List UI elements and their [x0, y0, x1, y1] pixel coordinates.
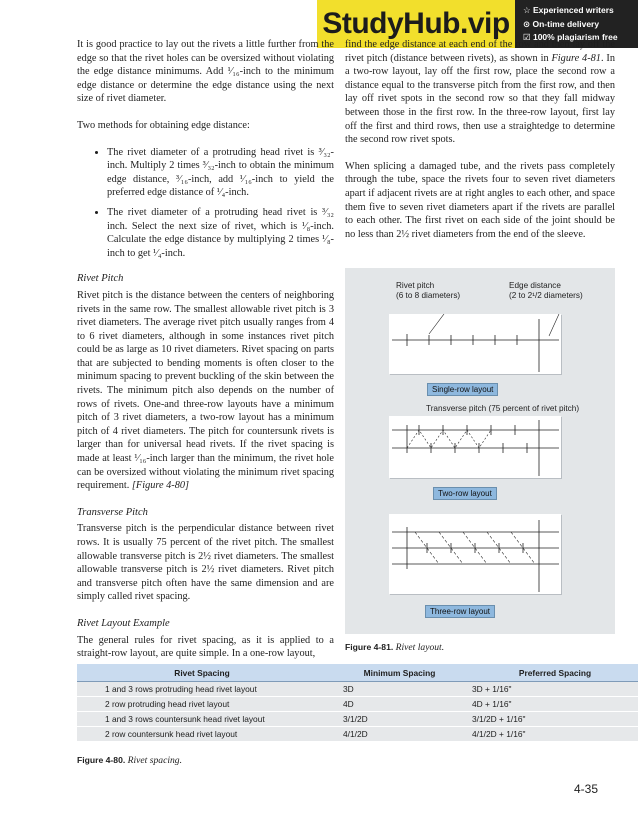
banner-feature-plagiarism: ☑ 100% plagiarism free — [523, 32, 618, 42]
transverse-pitch-heading: Transverse Pitch — [77, 506, 148, 518]
layout-text-rest: . In a two-row layout, lay off the first row, place the second row a distance equal to the transverse pitch from the first row, and then lay off rivet spots in the second row so that they fall midway between those in the first row. In the three-row layout, first lay off the first and third rows, then use a straightedge to determine the second row rivet spots. — [345, 52, 615, 146]
single-row-diagram — [389, 314, 561, 374]
figure-4-80-text: Rivet spacing. — [127, 755, 182, 766]
methods-intro: Two methods for obtaining edge distance: — [77, 119, 250, 131]
figure-4-80-caption — [77, 755, 182, 766]
page-number: 4-35 — [574, 782, 599, 796]
figure-4-81-number: Figure 4-81. — [345, 642, 394, 652]
transverse-pitch-paragraph: Transverse pitch is the perpendicular distance between rivet rows. It is usually 75 percent of the rivet pitch. The smallest allowable transverse pitch is 2½ rivet diameters. The smallest allowable transverse pitch is 2½ rivet diameters. Rivet pitch and transverse pitch often have the same dimension and are simply called rivet spacing. — [77, 523, 334, 603]
table-cell: 4D — [327, 697, 472, 712]
layout-text: find the edge distance at each end of the row and then lay off the rivet pitch (distance between rivets), as shown in — [345, 39, 615, 64]
table-cell: 2 row protruding head rivet layout — [77, 697, 327, 712]
table-cell: 1 and 3 rows countersunk head rivet layout — [77, 712, 327, 727]
two-row-diagram — [389, 416, 561, 478]
three-row-tag: Three-row layout — [425, 605, 495, 618]
rivet-pitch-label — [396, 281, 460, 301]
layout-paragraph — [345, 38, 615, 147]
table-cell: 4/1/2D + 1/16" — [472, 727, 638, 742]
figure-4-81-text: Rivet layout. — [395, 642, 445, 653]
table-cell: 3D — [327, 682, 472, 697]
edge-distance-label-text: Edge distance — [509, 281, 561, 290]
left-column — [77, 38, 334, 674]
table-row — [77, 712, 638, 727]
rivet-layout-figure — [345, 268, 615, 634]
rivet-pitch-heading: Rivet Pitch — [77, 273, 124, 285]
three-row-diagram — [389, 514, 561, 594]
rivet-pitch-label-text: Rivet pitch — [396, 281, 435, 290]
table-cell: 4D + 1/16" — [472, 697, 638, 712]
figure-4-80-ref: [Figure 4-80] — [131, 480, 190, 492]
table-cell: 3D + 1/16" — [472, 682, 638, 697]
table-header: Minimum Spacing — [327, 664, 472, 682]
rivet-layout-paragraph: The general rules for rivet spacing, as it is applied to a straight-row layout, are quite simple. In a one-row layout, — [77, 634, 334, 660]
table-row — [77, 697, 638, 712]
figure-4-80-number: Figure 4-80. — [77, 755, 126, 765]
table-cell: 1 and 3 rows protruding head rivet layout — [77, 682, 327, 697]
two-row-sheet — [389, 416, 561, 478]
table-row — [77, 727, 638, 742]
method-item: • The rivet diameter of a protruding head rivet is ³⁄₃₂-inch. Multiply 2 times ³⁄₃₂-inch to obtain the minimum edge distance, ³⁄₁₆-inch, add ¹⁄₁₆-inch to yield the preferred edge distance of ¹⁄₄-inch. — [107, 146, 334, 200]
table-cell: 4/1/2D — [327, 727, 472, 742]
two-row-tag: Two-row layout — [433, 487, 497, 500]
table-row — [77, 682, 638, 697]
tube-splice-paragraph: When splicing a damaged tube, and the rivets pass completely through the tube, space the rivets four to seven rivet diameters apart if adjacent rivets are at right angles to each other, and space them five to seven rivet diameters apart if the rivets are parallel to each other. The first rivet on each side of the joint should be no less than 2½ rivet diameters from the end of the sleeve. — [345, 160, 615, 240]
banner-feature-delivery: ⊙ On-time delivery — [523, 18, 600, 29]
edge-distance-label — [509, 281, 583, 301]
figure-4-81-ref: Figure 4-81 — [551, 52, 601, 64]
table-header: Preferred Spacing — [472, 664, 638, 682]
table-cell: 3/1/2D — [327, 712, 472, 727]
method-item: • The rivet diameter of a protruding head rivet is ³⁄₃₂ inch. Select the next size of rivet, which is ¹⁄₈-inch. Calculate the edge distance by multiplying 2 times ¹⁄₈-inch to get ¹⁄₄-inch. — [107, 206, 334, 260]
rivet-pitch-paragraph — [77, 289, 334, 493]
rivet-pitch-text: Rivet pitch is the distance between the centers of neighboring rivets in the same row. The smallest allowable rivet pitch is 3 rivet diameters. The average rivet pitch usually ranges from 4 to 6 rivet diameters, although in some instances rivet pitch could be as large as 10 rivet diameters. Rivet spacing on parts that are subjected to bending moments is often closer to the minimum spacing to prevent buckling of the skin between the rivets. The minimum pitch also depends on the number of rows of rivets. One-and three-row layouts have a minimum pitch of 3 rivet diameters, a two-row layout has a minimum pitch of 4 rivet diameters. The pitch for countersunk rivets is larger than for universal head rivets. If the rivet spacing is made at least ¹⁄₁₆-inch larger than the minimum, the rivet hole can be oversized without violating the minimum rivet spacing requirement. — [77, 289, 334, 492]
single-row-tag: Single-row layout — [427, 383, 498, 396]
transverse-pitch-label: Transverse pitch (75 percent of rivet pitch) — [426, 404, 580, 413]
edge-distance-paragraph: It is good practice to lay out the rivets a little further from the edge so that the rivet holes can be oversized without violating the edge distance minimums. Add ¹⁄₁₆-inch to the minimum edge distance or determine the edge distance using the next size of rivet diameter. — [77, 39, 334, 105]
table-cell: 3/1/2D + 1/16" — [472, 712, 638, 727]
single-row-sheet — [389, 314, 561, 374]
rivet-spacing-table — [77, 664, 638, 742]
figure-4-81-caption — [345, 642, 444, 653]
right-column — [345, 38, 615, 254]
rivet-pitch-label-sub: (6 to 8 diameters) — [396, 291, 461, 300]
three-row-sheet — [389, 514, 561, 594]
table-cell: 2 row countersunk head rivet layout — [77, 727, 327, 742]
rivet-layout-heading: Rivet Layout Example — [77, 617, 170, 629]
studyhub-logo[interactable]: StudyHub.vip — [317, 0, 515, 48]
table-header-row — [77, 664, 638, 682]
methods-list — [77, 146, 334, 261]
banner-feature-writers: ☆ Experienced writers — [523, 5, 614, 15]
table-header: Rivet Spacing — [77, 664, 327, 682]
edge-distance-label-sub: (2 to 2¹/2 diameters) — [509, 291, 583, 300]
